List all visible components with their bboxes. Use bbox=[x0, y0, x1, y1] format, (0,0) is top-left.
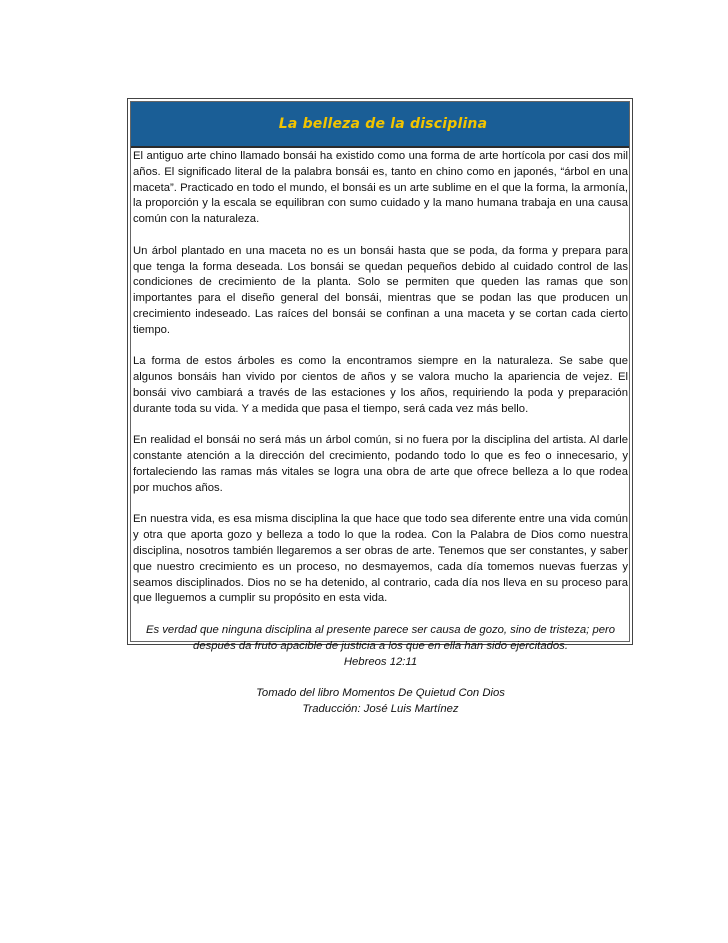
quote-source: Hebreos 12:11 bbox=[343, 655, 418, 668]
article-frame-inner bbox=[130, 101, 630, 715]
paragraph-5: En nuestra vida, es esa misma disciplina la que hace que todo sea diferente entre una vida común y otra que aporta gozo y belleza a todo lo que la rodea. Con la Palabra de Dios como nuestra disciplina, nosotros también llegaremos a ser obras de arte. Tenemos que ser constantes, y saber que nuestro crecimiento es un proceso, no desmayemos, cada día tomemos nuevas fuerzas y seamos disciplinados. Dios no se ha detenido, al contrario, cada día nos lleva en su proceso para que lleguemos a cumplir su propósito en esta vida. bbox=[133, 513, 628, 605]
title-bar bbox=[131, 102, 629, 148]
paragraph-2: Un árbol plantado en una maceta no es un bonsái hasta que se poda, da forma y prepara para que tenga la forma deseada. Los bonsái se quedan pequeños debido al cuidado control de las condiciones de crecimiento de la planta. Solo se permiten que queden las ramas que son importantes para el diseño general del bonsái, mientras que se podan las que producen un crecimiento indeseado. Las raíces del bonsái se confinan a una maceta y se cortan cada cierto tiempo. bbox=[133, 244, 628, 336]
bible-quote: Es verdad que ninguna disciplina al presente parece ser causa de gozo, sino de tristeza; pero después da fruto apacible de justicia a los que en ella han sido ejercitados. bbox=[145, 623, 616, 652]
credit-translation: Traducción: José Luis Martínez bbox=[302, 702, 459, 715]
paragraph-3: La forma de estos árboles es como la encontramos siempre en la naturaleza. Se sabe que algunos bonsáis han vivido por cientos de años y se valora mucho la apariencia de vejez. El bonsái vivo cambiará a través de las estaciones y los años, requiriendo la poda y preparación durante toda su vida. Y a medida que pasa el tiempo, será cada vez más bello. bbox=[133, 355, 628, 415]
paragraph-1: El antiguo arte chino llamado bonsái ha existido como una forma de arte hortícola por casi dos mil años. El significado literal de la palabra bonsái es, tanto en chino como en japonés, “árbol en una maceta”. Practicado en todo el mundo, el bonsái es un arte sublime en el que la forma, la armonía, la proporción y la escala se equilibran con sumo cuidado y la mano humana trabaja en una causa común con la naturaleza. bbox=[133, 150, 628, 226]
credit-book: Tomado del libro Momentos De Quietud Con Dios bbox=[256, 687, 505, 700]
paragraph-4: En realidad el bonsái no será más un árbol común, si no fuera por la disciplina del artista. Al darle constante atención a la dirección del crecimiento, podando todo lo que es feo o innecesario, y fortaleciendo las ramas más vitales se logra una obra de arte que ofrece belleza a lo que rodea por muchos años. bbox=[133, 434, 628, 494]
article-frame bbox=[127, 98, 633, 715]
article-body bbox=[131, 149, 629, 718]
article-title: La belleza de la disciplina bbox=[278, 116, 488, 132]
